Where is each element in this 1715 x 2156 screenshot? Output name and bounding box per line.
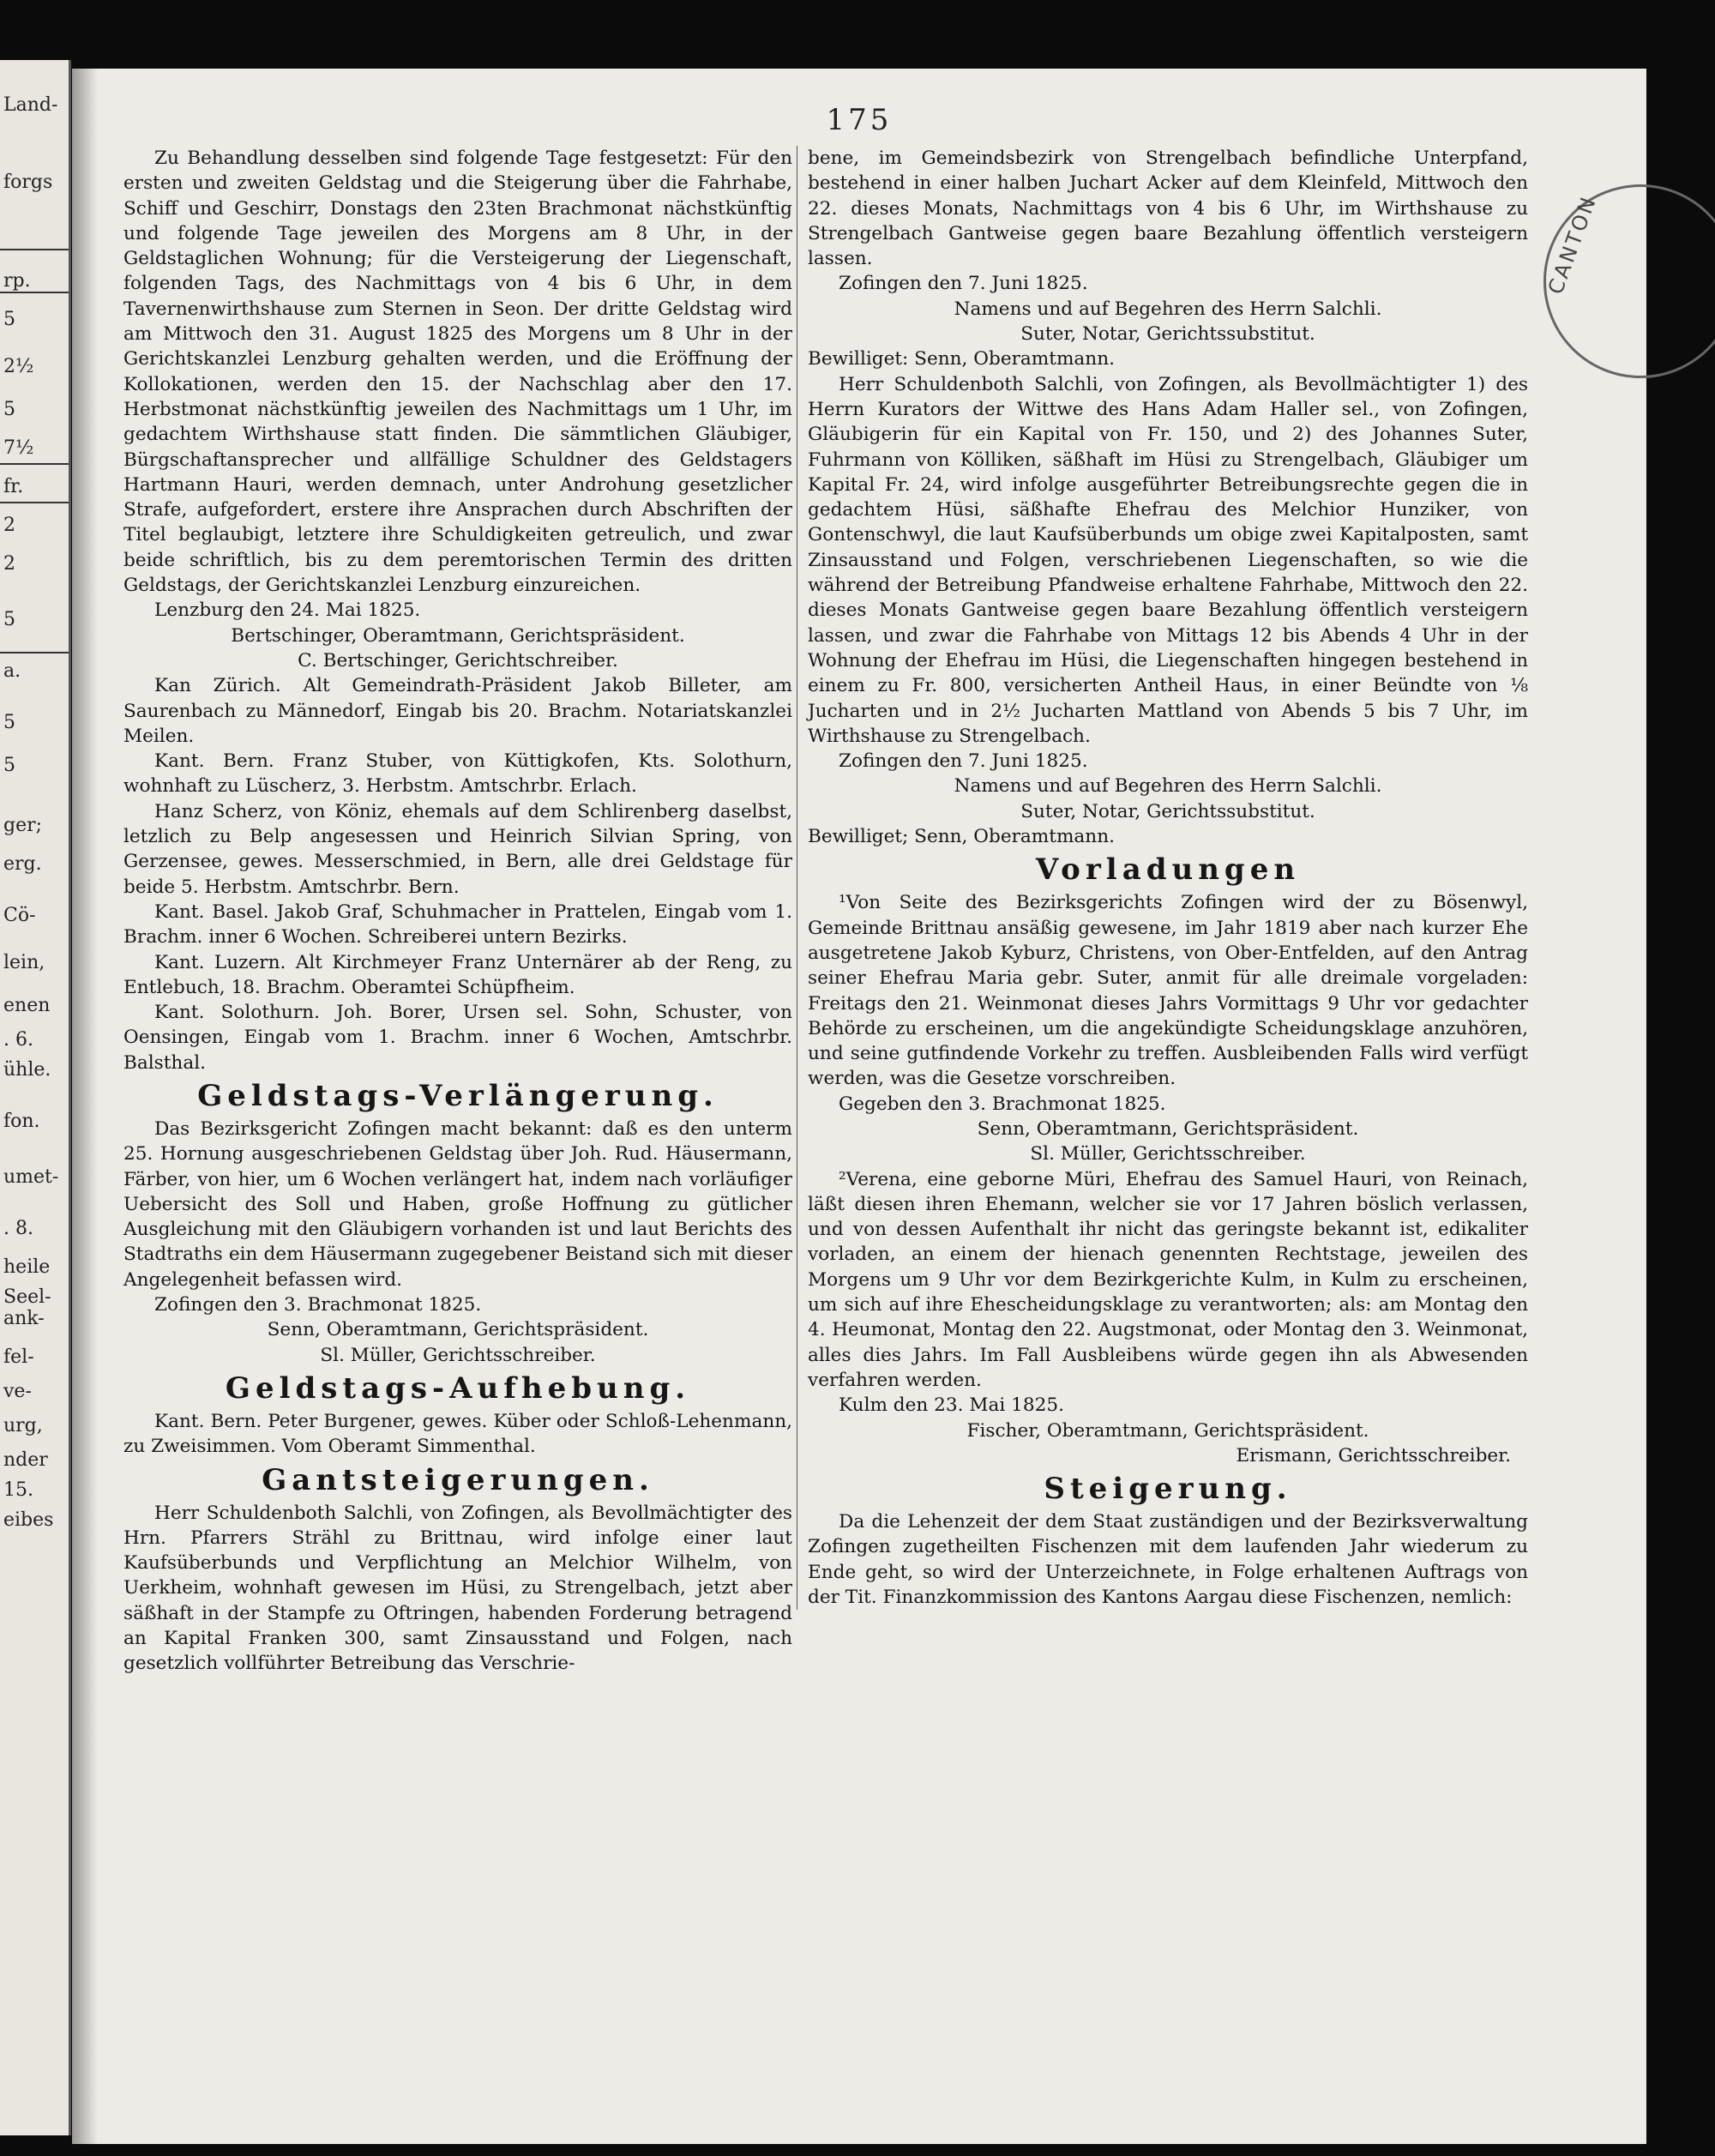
margin-fragment: fon. — [3, 1111, 40, 1132]
paragraph: Kant. Luzern. Alt Kirchmeyer Franz Unternärer ab der Reng, zu Entlebuch, 18. Brachm. Oberamtei Schüpfheim. — [123, 951, 792, 998]
adjacent-page-edge — [0, 60, 71, 2135]
margin-fragment: 5 — [3, 609, 15, 630]
margin-fragment: ühle. — [3, 1059, 51, 1081]
margin-fragment: eibes — [3, 1509, 54, 1531]
paragraph: Bewilliget; Senn, Oberamtmann. — [808, 826, 1115, 848]
margin-fragment: urg, — [3, 1415, 43, 1436]
paragraph: Herr Schuldenboth Salchli, von Zofingen, als Bevollmächtigter des Hrn. Pfarrers Strähl zu Brittnau, wird infolge einer laut Kaufsüberbunds und Verpflichtung an Melchior Wilhelm, von Uerkheim, wohnhaft gewesen im Hüsi, zu Strengelbach, jetzt aber säßhaft in der Stampfe zu Oftringen, habenden Forderung betragend an Kapital Franken 300, samt Zinsausstand und Folgen, nach gesetzlich vollführter Betreibung das Verschrie- — [123, 1502, 792, 1675]
paragraph: Lenzburg den 24. Mai 1825. — [154, 599, 421, 622]
signature-line: Sl. Müller, Gerichtsschreiber. — [1030, 1143, 1306, 1165]
paragraph: Zu Behandlung desselben sind folgende Tage festgesetzt: Für den ersten und zweiten Geldstag und die Steigerung über die Fahrhabe, Schiff und Geschirr, Donstags den 23ten Brachmonat nächstkünftig und folgende Tage jeweilen des Morgens am 8 Uhr, in der Geldstaglichen Wohnung; für die Versteigerung der Liegenschaft, folgenden Tags, des Nachmittags von 4 bis 6 Uhr, in dem Tavernenwirthshause zum Sternen in Seon. Der dritte Geldstag wird am Mittwoch den 31. August 1825 des Morgens um 8 Uhr in der Gerichtskanzlei Lenzburg gehalten werden, und die Eröffnung der Kollokationen, werden den 15. der Nachschlag aber den 17. Herbstmonat nächstkünftig jeweilen des Nachmittags um 1 Uhr, im gedachtem Wirthshause statt finden. Die sämmtlichen Gläubiger, Bürgschaftansprecher und allfällige Schuldner des Geldstagers Hartmann Hauri, werden demnach, unter Androhung gesetzlicher Strafe, aufgefordert, erstere ihre Ansprachen durch Abschriften der Titel beglaubigt, letztere ihre Schuldigkeiten getreulich, und zwar beide schriftlich, bis zu dem peremtorischen Termin des dritten Geldstags, der Gerichtskanzlei Lenzburg einzureichen. — [123, 148, 792, 597]
section-heading: Vorladungen — [1035, 852, 1301, 888]
margin-rule — [0, 502, 69, 503]
signature-line: C. Bertschinger, Gerichtschreiber. — [298, 649, 618, 671]
margin-fragment: erg. — [3, 853, 42, 875]
margin-fragment: enen — [3, 995, 51, 1016]
margin-rule — [0, 292, 69, 293]
margin-fragment: 7½ — [3, 437, 34, 459]
paragraph: Kan Zürich. Alt Gemeindrath-Präsident Jakob Billeter, am Saurenbach zu Männedorf, Eingab bis 20. Brachm. Notariatskanzlei Meilen. — [123, 675, 792, 747]
margin-fragment: fel- — [3, 1346, 34, 1368]
margin-rule — [0, 249, 69, 250]
section-heading: Steigerung. — [1044, 1472, 1292, 1507]
margin-fragment: . 6. — [3, 1029, 33, 1051]
signature-line: Namens und auf Begehren des Herrn Salchli. — [954, 298, 1382, 320]
paragraph: Zofingen den 3. Brachmonat 1825. — [154, 1294, 482, 1316]
paragraph: Kant. Basel. Jakob Graf, Schuhmacher in Prattelen, Eingab vom 1. Brachm. inner 6 Wochen. Schreiberei untern Bezirks. — [123, 900, 792, 949]
paragraph: ²Verena, eine geborne Müri, Ehefrau des Samuel Hauri, von Reinach, läßt diesen ihren Ehemann, welcher sie vor 17 Jahren böslich verlassen, und von dessen Aufenthalt ihr nicht das geringste bekannt ist, edikaliter vorladen, an einem der hienach genennten Rechtstage, jeweilen des Morgens um 9 Uhr vor dem Bezirkgerichte Kulm, in Kulm zu erscheinen, um sich auf ihre Ehescheidungsklage zu verantworten; als: am Montag den 4. Heumonat, Montag den 22. Augstmonat, oder Montag den 3. Weinmonat, alles dies Jahrs. Im Fall Ausbleibens würde gegen ihn als Abwesenden verfahren werden. — [808, 1168, 1528, 1391]
paragraph: Zofingen den 7. Juni 1825. — [839, 273, 1088, 295]
margin-fragment: ve- — [3, 1381, 32, 1402]
paragraph: Zofingen den 7. Juni 1825. — [839, 750, 1088, 773]
margin-fragment: heile — [3, 1256, 51, 1278]
stamp-text: CANTON — [1543, 191, 1602, 298]
margin-fragment: fr. — [3, 476, 24, 497]
margin-fragment: rp. — [3, 270, 31, 292]
margin-rule — [0, 652, 69, 653]
paragraph: Gegeben den 3. Brachmonat 1825. — [839, 1093, 1166, 1115]
paragraph: Bewilliget: Senn, Oberamtmann. — [808, 348, 1115, 370]
signature-line: Suter, Notar, Gerichtssubstitut. — [1020, 800, 1315, 822]
margin-fragment: a. — [3, 660, 21, 682]
margin-fragment: Cö- — [3, 905, 36, 926]
left-column — [123, 146, 792, 1677]
margin-fragment: 2 — [3, 553, 15, 575]
signature-line: Bertschinger, Oberamtmann, Gerichtspräsident. — [231, 624, 685, 647]
paragraph: Das Bezirksgericht Zofingen macht bekannt: daß es den unterm 25. Hornung ausgeschriebenen Geldstag über Joh. Rud. Häusermann, Färber, von hier, um 6 Wochen verlängert hat, indem nach vorläufiger Uebersicht des Soll und Haben, große Hoffnung zu gütlicher Ausgleichung mit den Gläubigern vorhanden ist und laut Berichts des Stadtraths ein dem Häusermann zugegebener Beistand sich mit dieser Angelegenheit befassen wird. — [123, 1117, 792, 1291]
paragraph: bene, im Gemeindsbezirk von Strengelbach befindliche Unterpfand, bestehend in einer halben Juchart Acker auf dem Kleinfeld, Mittwoch den 22. dieses Monats, Nachmittags von 4 bis 6 Uhr, im Wirthshause zu Strengelbach Gantweise gegen baare Bezahlung öffentlich versteigern lassen. — [808, 148, 1528, 270]
paragraph: Kant. Solothurn. Joh. Borer, Ursen sel. Sohn, Schuster, von Oensingen, Eingab vom 1. Brachm. inner 6 Wochen, Amtschrbr. Balsthal. — [123, 1002, 792, 1074]
margin-fragment: nder — [3, 1449, 48, 1471]
margin-fragment: 2½ — [3, 356, 34, 377]
signature-line: Suter, Notar, Gerichtssubstitut. — [1020, 323, 1315, 346]
paragraph: Kant. Bern. Peter Burgener, gewes. Küber oder Schloß-Lehenmann, zu Zweisimmen. Vom Oberamt Simmenthal. — [123, 1410, 792, 1458]
margin-fragment: 2 — [3, 515, 15, 536]
margin-rule — [0, 463, 69, 465]
signature-line: Fischer, Oberamtmann, Gerichtspräsident. — [966, 1419, 1369, 1442]
document-page — [72, 69, 1646, 2144]
section-heading: Geldstags-Aufhebung. — [225, 1370, 691, 1406]
margin-fragment: forgs — [3, 172, 53, 193]
margin-fragment: 15. — [3, 1479, 33, 1501]
paragraph: ¹Von Seite des Bezirksgerichts Zofingen wird der zu Bösenwyl, Gemeinde Brittnau ansäßig gewesene, im Jahr 1819 aber nach kurzer Ehe ausgetretene Jakob Kyburz, Christens, von Ober-Entfelden, auf den Antrag seiner Ehefrau Maria gebr. Suter, anmit für alle dreimale vorgeladen: Freitags den 21. Weinmonat dieses Jahrs Vormittags 9 Uhr vor gedachter Behörde zu erscheinen, um die angekündigte Scheidungsklage anzuhören, und seine gutfindende Vorkehr zu treffen. Ausbleibenden Falls wird verfügt werden, was die Gesetze vorschreiben. — [808, 892, 1528, 1090]
margin-fragment: Seel- — [3, 1286, 51, 1308]
signature-line: Erismann, Gerichtsschreiber. — [1236, 1444, 1511, 1466]
signature-line: Senn, Oberamtmann, Gerichtspräsident. — [267, 1319, 649, 1341]
signature-line: Namens und auf Begehren des Herrn Salchli. — [954, 775, 1382, 798]
margin-fragment: umet- — [3, 1166, 59, 1188]
paragraph: Herr Schuldenboth Salchli, von Zofingen, als Bevollmächtigter 1) des Herrn Kurators der Wittwe des Hans Adam Haller sel., von Zofingen, Gläubigerin für ein Kapital von Fr. 150, und 2) des Johannes Suter, Fuhrmann von Kölliken, säßhaft im Hüsi zu Strengelbach, Gläubiger um Kapital Fr. 24, wird infolge ausgeführter Betreibungsrechte gegen die in gedachtem Hüsi, säßhafte Ehefrau des Melchior Hunziker, von Gontenschwyl, die laut Kaufsüberbunds um obige zwei Kapitalposten, samt Zinsausstand und Folgen, verschriebenen Liegenschaften, so wie die während der Betreibung Pfandweise erhaltene Fahrhabe, Mittwoch den 22. dieses Monats Gantweise gegen baare Bezahlung öffentlich versteigern lassen, und zwar die Fahrhabe von Mittags 12 bis Abends 4 Uhr in der Wohnung der Ehefrau im Hüsi, die Liegenschaften hingegen bestehend in einem zu Fr. 800, versicherten Antheil Haus, in einer Beündte von ⅛ Jucharten und in 2½ Jucharten Mattland von Abends 5 bis 7 Uhr, im Wirthshause zu Strengelbach. — [808, 373, 1528, 747]
paragraph: Da die Lehenzeit der dem Staat zuständigen und der Bezirksverwaltung Zofingen zugetheilten Fischenzen mit dem laufenden Jahr wiederum zu Ende geht, so wird der Unterzeichnete, in Folge erhaltenen Auftrags von der Tit. Finanzkommission des Kantons Aargau diese Fischenzen, nemlich: — [808, 1511, 1528, 1609]
page-number: 175 — [826, 103, 893, 137]
margin-fragment: Land- — [3, 94, 58, 116]
paragraph: Kulm den 23. Mai 1825. — [839, 1394, 1064, 1417]
margin-fragment: ger; — [3, 815, 43, 836]
paragraph: Kant. Bern. Franz Stuber, von Küttigkofen, Kts. Solothurn, wohnhaft zu Lüscherz, 3. Herbstm. Amtschrbr. Erlach. — [123, 750, 792, 798]
page-gutter-shadow — [72, 69, 98, 2144]
section-heading: Gantsteigerungen. — [262, 1462, 654, 1497]
paragraph: Hanz Scherz, von Köniz, ehemals auf dem Schlirenberg daselbst, letzlich zu Belp angesessen und Heinrich Silvian Spring, von Gerzensee, gewes. Messerschmied, in Bern, alle drei Geldstage für beide 5. Herbstm. Amtschrbr. Bern. — [123, 800, 792, 898]
right-column — [797, 146, 1528, 1610]
margin-fragment: . 8. — [3, 1218, 33, 1239]
margin-fragment: 5 — [3, 755, 15, 776]
margin-fragment: lein, — [3, 952, 45, 973]
signature-line: Senn, Oberamtmann, Gerichtspräsident. — [977, 1117, 1359, 1140]
section-heading: Geldstags-Verlängerung. — [197, 1078, 719, 1113]
signature-line: Sl. Müller, Gerichtsschreiber. — [320, 1344, 596, 1366]
margin-fragment: 5 — [3, 399, 15, 420]
margin-fragment: 5 — [3, 309, 15, 330]
margin-fragment: ank- — [3, 1308, 45, 1329]
margin-fragment: 5 — [3, 712, 15, 733]
